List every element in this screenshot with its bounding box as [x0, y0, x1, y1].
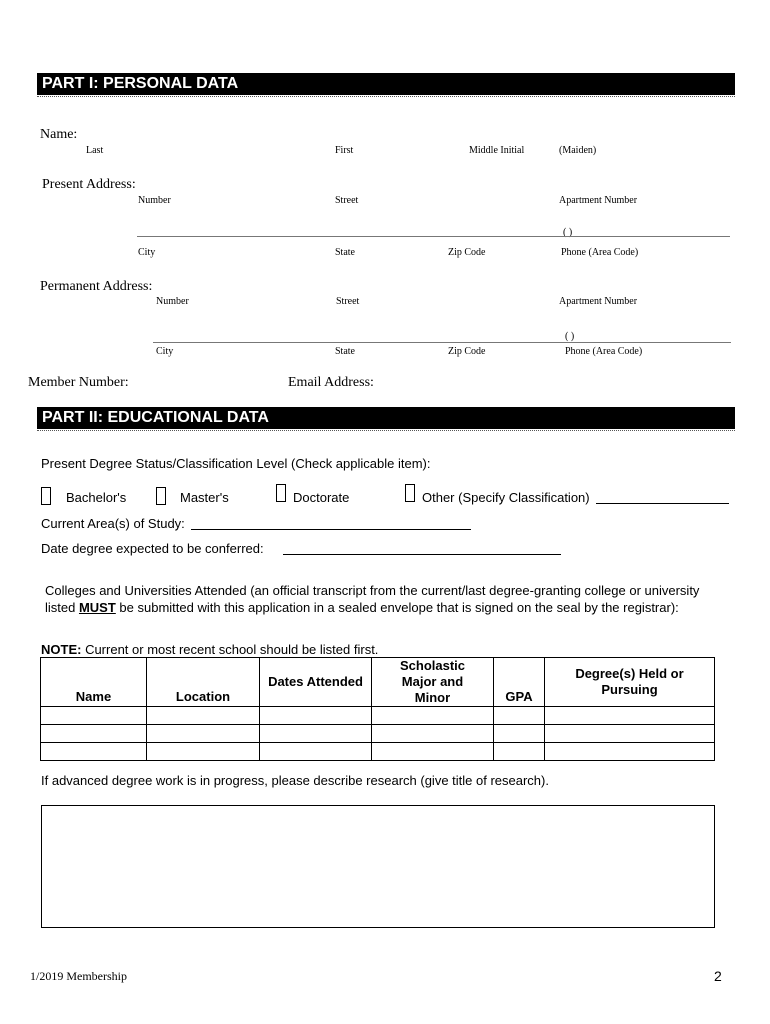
other-checkbox[interactable] [405, 484, 415, 502]
permanent-address-label: Permanent Address: [40, 279, 153, 294]
table-row [41, 707, 715, 725]
permanent-address-line [153, 342, 731, 343]
table-cell[interactable] [545, 743, 715, 761]
part1-header: PART I: PERSONAL DATA [37, 73, 735, 95]
table-cell[interactable] [260, 725, 372, 743]
permanent-street-sub: Street [336, 296, 360, 307]
permanent-city-sub: City [156, 346, 174, 357]
table-cell[interactable] [372, 743, 494, 761]
doctorate-label: Doctorate [293, 490, 350, 505]
name-last-sub: Last [86, 145, 104, 156]
table-cell[interactable] [260, 707, 372, 725]
name-label: Name: [40, 127, 78, 142]
present-state-sub: State [335, 247, 355, 258]
name-first-sub: First [335, 145, 354, 156]
table-cell[interactable] [260, 743, 372, 761]
colleges-text-post: be submitted with this application in a sealed envelope that is signed on the seal by the registrar): [115, 600, 679, 615]
table-header-row [41, 658, 715, 707]
table-cell[interactable] [545, 707, 715, 725]
present-apartment-sub: Apartment Number [559, 195, 638, 206]
permanent-apartment-sub: Apartment Number [559, 296, 638, 307]
table-cell[interactable] [41, 707, 147, 725]
area-of-study-label: Current Area(s) of Study: [41, 516, 185, 531]
research-textbox[interactable] [41, 805, 715, 928]
other-label: Other (Specify Classification) [422, 490, 590, 505]
colleges-text-line1: Colleges and Universities Attended (an official transcript from the current/last degree-granting college or university [45, 583, 700, 598]
table-cell[interactable] [494, 743, 545, 761]
name-middle-sub: Middle Initial [469, 145, 525, 156]
table-cell[interactable] [494, 707, 545, 725]
present-address-line [137, 236, 730, 237]
permanent-phone-sub: Phone (Area Code) [565, 346, 643, 357]
degree-date-label: Date degree expected to be conferred: [41, 541, 264, 556]
colleges-table [40, 657, 715, 761]
note-label: NOTE: [41, 642, 82, 657]
present-zip-sub: Zip Code [448, 247, 486, 258]
permanent-number-sub: Number [156, 296, 189, 307]
table-cell[interactable] [372, 707, 494, 725]
col-header-degree: Degree(s) Held or Pursuing [545, 658, 715, 707]
present-city-sub: City [138, 247, 156, 258]
permanent-state-sub: State [335, 346, 355, 357]
colleges-text-line2 [45, 600, 679, 615]
permanent-phone-paren: ( ) [565, 331, 575, 342]
footer-label: 1/2019 Membership [30, 969, 127, 983]
col-header-location: Location [147, 658, 260, 707]
colleges-text-pre: listed [45, 600, 79, 615]
present-phone-paren: ( ) [563, 227, 573, 238]
page-number: 2 [714, 968, 722, 984]
part2-header: PART II: EDUCATIONAL DATA [37, 407, 735, 429]
present-phone-sub: Phone (Area Code) [561, 247, 639, 258]
degree-status-prompt: Present Degree Status/Classification Level (Check applicable item): [41, 456, 431, 471]
email-label: Email Address: [288, 375, 374, 390]
permanent-zip-sub: Zip Code [448, 346, 486, 357]
area-of-study-line[interactable] [191, 529, 471, 530]
table-row [41, 743, 715, 761]
table-cell[interactable] [41, 725, 147, 743]
must-emphasis: MUST [78, 600, 116, 615]
masters-checkbox[interactable] [156, 487, 166, 505]
col-header-name: Name [41, 658, 147, 707]
table-cell[interactable] [41, 743, 147, 761]
masters-label: Master's [180, 490, 229, 505]
bachelors-label: Bachelor's [66, 490, 127, 505]
note-line [41, 642, 378, 657]
research-prompt: If advanced degree work is in progress, please describe research (give title of research). [41, 773, 549, 788]
table-cell[interactable] [147, 707, 260, 725]
name-maiden-sub: (Maiden) [559, 145, 597, 156]
other-specify-line[interactable] [596, 503, 729, 504]
table-cell[interactable] [147, 725, 260, 743]
note-text: Current or most recent school should be listed first. [81, 642, 379, 657]
bachelors-checkbox[interactable] [41, 487, 51, 505]
table-cell[interactable] [147, 743, 260, 761]
present-street-sub: Street [335, 195, 359, 206]
col-header-major: Scholastic Major and Minor [372, 658, 494, 707]
degree-date-line[interactable] [283, 554, 561, 555]
table-cell[interactable] [494, 725, 545, 743]
present-number-sub: Number [138, 195, 171, 206]
doctorate-checkbox[interactable] [276, 484, 286, 502]
table-cell[interactable] [545, 725, 715, 743]
col-header-gpa: GPA [494, 658, 545, 707]
table-cell[interactable] [372, 725, 494, 743]
table-row [41, 725, 715, 743]
col-header-dates: Dates Attended [260, 658, 372, 707]
member-number-label: Member Number: [28, 375, 129, 390]
present-address-label: Present Address: [42, 177, 136, 192]
